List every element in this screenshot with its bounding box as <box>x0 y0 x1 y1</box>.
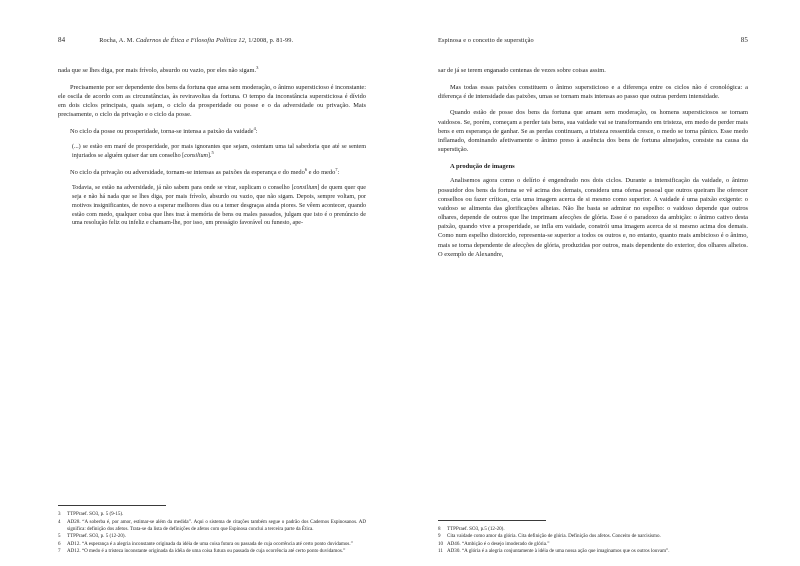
footnote <box>438 541 748 548</box>
footnote-text: AD46. “Ambição é o desejo imoderado de glória.” <box>447 540 550 547</box>
footnote <box>438 533 748 540</box>
footnote-text: Cita vaidade como amor da glória. Cita definição de glória. Definição dos afetos. Conceito de narcisismo. <box>447 533 661 540</box>
quote-text-end: ] de quem quer que seja e não há nada que se lhes diga, por mais frívolo, absurdo ou vazio, que não sigam. Depois, sempre voltam, por motivos insignificantes, de novo a esperar melhores dias ou a temer desgraças ainda piores. Se vêem acontecer, quando estão com medo, qualquer coisa que lhes traz à memória de bens ou males passados, julgam que isto é o prenúncio de uma resolução feliz ou infeliz e chamam-lhe, por isso, um presságio favorável ou funesto, ape- <box>72 185 366 227</box>
footnote-number: 8 <box>438 525 441 532</box>
footnote-text: AD12. “A esperança é a alegria inconstante originada da idéia de uma coisa futura ou passada de cuja ocorrência até certo ponto duvidamos.” <box>67 540 353 547</box>
right-running-head <box>438 36 748 50</box>
left-footnotes <box>58 505 366 556</box>
footnote-number: 10 <box>438 540 444 547</box>
right-running-head-text: Espinosa e o conceito de superstição <box>438 37 534 44</box>
journal-title: Cadernos de Ética e Filosofia Política 12 <box>135 37 245 44</box>
left-page-number: 84 <box>58 36 66 44</box>
footnote-number: 11 <box>438 548 443 555</box>
paragraph: No ciclo da posse ou prosperidade, torna-se intensa a paixão da vaidade$^4$: <box>70 125 258 135</box>
paragraph: Quando estão de posse dos bens da fortuna que amam sem moderação, os homens supersticiosos se tornam vaidosos. Se, porém, começam a perder tais bens, sua vaidade vai se transformando em tristeza, em medo de perder mais bens e em esperança de ganhar. Se as perdas continuam, a tristeza ressentida cresce, o medo se torna pânico. Esse medo inflamado, dominando afetivamente o ânimo preso à ausência dos bens de fortuna almejados, consiste na causa da superstição. <box>438 109 748 154</box>
journal-issue: , 1/2008, p. 81-99. <box>244 37 294 44</box>
paragraph-text: No ciclo da posse ou prosperidade, torna-se intensa a paixão da vaidade <box>70 127 254 135</box>
right-footnotes <box>438 520 748 556</box>
footnote-text: TTPPraef. SO3, p. 5 (12-20). <box>67 533 126 540</box>
paragraph-text: nada que se lhes diga, por mais frívolo, absurdo ou vazio, por eles não sigam. <box>58 67 257 74</box>
block-quote <box>58 184 366 228</box>
footnote-text: AD12. “O medo é a tristeza inconstante originada da idéia de uma coisa futura ou passada de cuja ocorrência até certo ponto duvidamos.” <box>67 548 346 555</box>
paragraph-text: No ciclo da privação ou adversidade, tornam-se intensas as paixões da esperança e do medo <box>70 169 305 177</box>
paragraph-text: Analisemos agora como o delírio é engendrado nos dois ciclos. Durante a intensificação da vaidade, o ânimo possuidor dos bens da fortuna se vê acima dos demais, considera uma ofensa pessoal que outros queiram lhe oferecer conselhos ou fazer críticas, cria uma imagem acerca de si mesmo como superior. A vaidade é uma paixão exigente: o vaidoso se alimenta das glorificações alheias. Não lhe basta se admirar no espelho: o vaidoso depende que outros olhares, depende de outros que lhe imprimam afecções de glória. Esse é o paradoxo da ambição: o ânimo cativo desta paixão, quando vive a prosperidade, se infla em vaidade, constrói uma imagem acerca de si mesmo acima dos demais. Como num espelho distorcido, representa-se superior a todos os outros e, no entanto, quanto mais ambicioso é o ânimo, mais se torna dependente de afecções de glória, produzidas por outros, mais dependente do exterior, dos olhares alheios. O exemplo de Alexandre, <box>438 177 748 258</box>
footnote-number: 9 <box>438 533 441 540</box>
right-page-number: 85 <box>740 36 748 44</box>
footnote-text: AD30. “A glória é a alegria conjuntamente à idéia de uma nossa ação que imaginamos que os outros louvam”. <box>447 548 670 555</box>
footnote-number: 5 <box>58 533 61 540</box>
footnote <box>58 541 366 548</box>
footnote-text: AD28. “A soberba é, por amor, estimar-se além da medida”. Aqui o sistema de citações também segue o padrão dos Cadernos Espinosanos. AD significa: definição dos afetos. Trata-se da lista de definições de afetos com que Espinosa conclui a terceira parte da Ética. <box>67 518 366 532</box>
footnote <box>58 511 366 518</box>
footnote-marker: 3 <box>256 64 259 70</box>
paragraph: No ciclo da privação ou adversidade, tornam-se intensas as paixões da esperança e do medo$^6$ e do medo$^7$: <box>70 166 340 177</box>
quote-latin-term: consilium <box>293 185 318 192</box>
right-page <box>400 0 800 566</box>
footnote-text: TTPPraef. SO3, p.5 (12-20). <box>447 525 505 532</box>
footnote <box>58 519 366 533</box>
footnote-marker: 4 <box>253 125 256 131</box>
paragraph <box>58 66 366 75</box>
paragraph <box>438 176 748 258</box>
footnote <box>438 548 748 555</box>
footnote <box>58 548 366 555</box>
footnote-text: TTPPraef. SO3, p. 5 (9-15). <box>67 511 124 518</box>
footnote <box>438 526 748 533</box>
section-subheading: A produção de imagens <box>450 163 515 171</box>
footnote-marker: 5 <box>211 149 214 155</box>
footnote-number: 4 <box>58 518 61 525</box>
quote-text-end: ]. <box>207 152 212 159</box>
block-quote <box>58 143 366 161</box>
footnote <box>58 533 366 540</box>
left-running-head <box>58 36 366 50</box>
left-running-head-text <box>99 37 366 44</box>
quote-text: Todavia, se estão na adversidade, já não sabem para onde se virar, suplicam o conselho [ <box>72 185 294 192</box>
footnote-number: 7 <box>58 548 61 555</box>
footnote-number: 6 <box>58 540 61 547</box>
journal-author: Rocha, A. M. <box>99 37 136 44</box>
left-body-column <box>58 50 366 556</box>
paragraph: Mas todas essas paixões constituem o ânimo supersticioso e a diferença entre os ciclos não é cronológica: a diferença é de intensidade das paixões, umas se tornam mais intensas ao passo que outras perdem intensidade. <box>438 83 748 100</box>
quote-latin-term: consilium <box>184 152 208 159</box>
footnote-marker: 7 <box>335 166 338 172</box>
right-body-column <box>438 50 748 556</box>
quote-text: (...) se estão em maré de prosperidade, por mais ignorantes que sejam, ostentam uma tal sabedoria que até se sentem injuriados se alguém quiser dar um conselho [ <box>72 143 366 159</box>
paragraph: Precisamente por ser dependente dos bens da fortuna que ama sem moderação, o ânimo supersticioso é inconstante: ele oscila de acordo com as circunstâncias, às reviravoltas da fortuna. O tempo da inconstância supersticiosa é dívido em dois ciclos principais, quais sejam, o ciclo da prosperidade ou posse e o da adversidade ou privação. Mais precisamente, o ciclo da privação e o ciclo da posse. <box>58 83 366 119</box>
paragraph: sar de já se terem enganado centenas de vezes sobre coisas assim. <box>438 67 606 74</box>
footnote-marker: 6 <box>304 166 308 172</box>
footnote-number: 3 <box>58 511 61 518</box>
